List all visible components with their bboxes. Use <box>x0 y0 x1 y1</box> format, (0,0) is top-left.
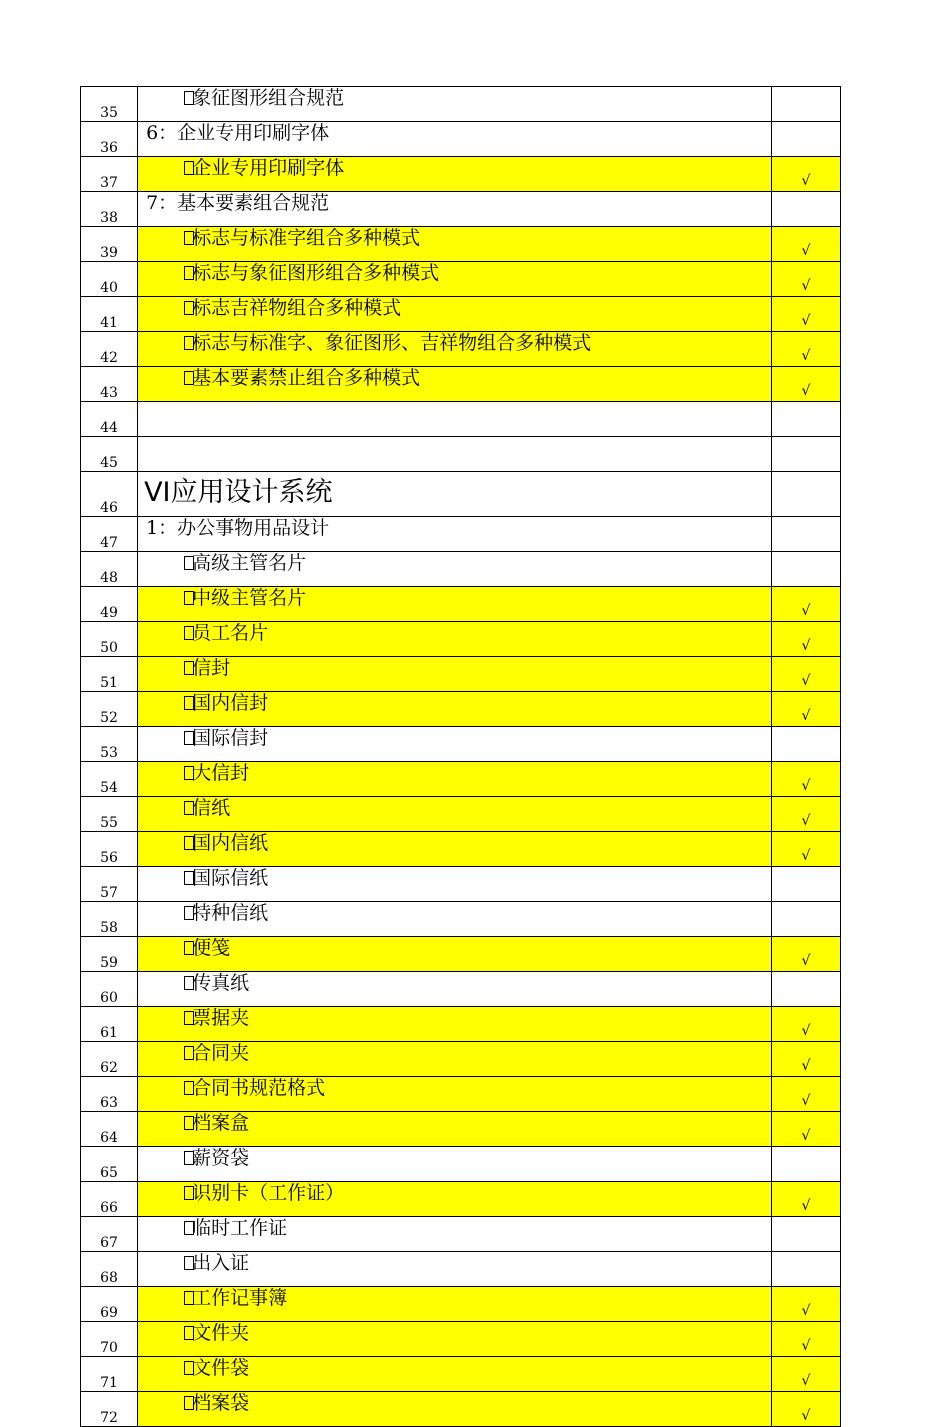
check-mark-icon: √ <box>801 813 811 829</box>
list-item <box>138 937 230 959</box>
item-label: 临时工作证 <box>192 1217 288 1239</box>
row-number: 69 <box>81 1287 138 1322</box>
table-row <box>81 937 841 972</box>
check-cell <box>771 437 840 472</box>
table-row <box>81 437 841 472</box>
check-cell <box>771 517 840 552</box>
table-row <box>81 1147 841 1182</box>
row-number: 71 <box>81 1357 138 1392</box>
item-cell <box>138 297 772 332</box>
item-cell <box>138 937 772 972</box>
table-row <box>81 227 841 262</box>
row-number: 40 <box>81 262 138 297</box>
item-cell <box>138 192 772 227</box>
item-cell <box>138 262 772 297</box>
table-row <box>81 122 841 157</box>
row-number: 68 <box>81 1252 138 1287</box>
item-cell <box>138 1392 772 1427</box>
check-cell <box>771 1007 840 1042</box>
item-cell <box>138 552 772 587</box>
check-mark-icon: √ <box>801 638 811 654</box>
item-cell <box>138 972 772 1007</box>
item-label: 文件夹 <box>192 1322 250 1344</box>
list-item <box>138 657 230 679</box>
item-cell <box>138 797 772 832</box>
table-row <box>81 622 841 657</box>
table-row <box>81 762 841 797</box>
item-label: 档案盒 <box>192 1112 250 1134</box>
list-item <box>138 332 591 354</box>
check-cell <box>771 727 840 762</box>
row-number: 49 <box>81 587 138 622</box>
item-label: 合同书规范格式 <box>192 1077 326 1099</box>
item-label: 企业专用印刷字体 <box>192 157 345 179</box>
table-row <box>81 797 841 832</box>
check-mark-icon: √ <box>801 348 811 364</box>
check-cell <box>771 937 840 972</box>
row-number: 44 <box>81 402 138 437</box>
item-cell <box>138 1147 772 1182</box>
item-label: 标志与象征图形组合多种模式 <box>192 262 440 284</box>
row-number: 45 <box>81 437 138 472</box>
row-number: 47 <box>81 517 138 552</box>
check-mark-icon: √ <box>801 243 811 259</box>
list-item <box>138 832 268 854</box>
check-cell <box>771 1287 840 1322</box>
check-cell <box>771 262 840 297</box>
item-label: 标志与标准字、象征图形、吉祥物组合多种模式 <box>192 332 592 354</box>
item-label: 文件袋 <box>192 1357 250 1379</box>
table-row <box>81 262 841 297</box>
list-item <box>138 762 249 784</box>
check-cell <box>771 762 840 797</box>
item-cell <box>138 762 772 797</box>
table-row <box>81 657 841 692</box>
item-cell <box>138 727 772 762</box>
table-row <box>81 902 841 937</box>
item-cell <box>138 1112 772 1147</box>
check-cell <box>771 657 840 692</box>
item-cell <box>138 227 772 262</box>
row-number: 41 <box>81 297 138 332</box>
list-item <box>138 297 401 319</box>
row-number: 43 <box>81 367 138 402</box>
check-mark-icon: √ <box>801 173 811 189</box>
check-mark-icon: √ <box>801 603 811 619</box>
item-label: 合同夹 <box>192 1042 250 1064</box>
table-row <box>81 297 841 332</box>
table-row <box>81 1252 841 1287</box>
item-cell <box>138 402 772 437</box>
item-label: 高级主管名片 <box>192 552 307 574</box>
check-cell <box>771 1357 840 1392</box>
check-cell <box>771 587 840 622</box>
row-number: 52 <box>81 692 138 727</box>
item-cell <box>138 1007 772 1042</box>
check-cell <box>771 1392 840 1427</box>
list-item <box>138 1042 249 1064</box>
row-number: 61 <box>81 1007 138 1042</box>
item-label: 出入证 <box>192 1252 250 1274</box>
table-row <box>81 1182 841 1217</box>
item-label: 工作记事簿 <box>192 1287 288 1309</box>
check-cell <box>771 1322 840 1357</box>
list-item <box>138 1322 249 1344</box>
check-cell <box>771 332 840 367</box>
check-mark-icon: √ <box>801 1303 811 1319</box>
check-cell <box>771 832 840 867</box>
list-item <box>138 552 306 574</box>
check-cell <box>771 552 840 587</box>
list-item <box>138 1357 249 1379</box>
list-item <box>138 727 268 749</box>
item-cell <box>138 1357 772 1392</box>
item-cell <box>138 1042 772 1077</box>
check-mark-icon: √ <box>801 1198 811 1214</box>
item-cell <box>138 867 772 902</box>
item-cell <box>138 517 772 552</box>
item-cell <box>138 1077 772 1112</box>
row-number: 38 <box>81 192 138 227</box>
check-cell <box>771 972 840 1007</box>
row-number: 54 <box>81 762 138 797</box>
check-mark-icon: √ <box>801 1408 811 1424</box>
list-item <box>138 367 420 389</box>
item-cell <box>138 157 772 192</box>
item-cell <box>138 367 772 402</box>
row-number: 53 <box>81 727 138 762</box>
table-row <box>81 367 841 402</box>
item-label: 便笺 <box>192 937 231 959</box>
table-row <box>81 1077 841 1112</box>
item-cell <box>138 902 772 937</box>
table-row <box>81 587 841 622</box>
table-row <box>81 192 841 227</box>
item-cell <box>138 472 772 517</box>
list-item <box>138 692 268 714</box>
item-label: 员工名片 <box>192 622 269 644</box>
section-heading: 6：企业专用印刷字体 <box>146 122 330 144</box>
item-cell <box>138 1252 772 1287</box>
list-item <box>138 1112 249 1134</box>
check-cell <box>771 797 840 832</box>
item-cell <box>138 622 772 657</box>
list-item <box>138 622 268 644</box>
item-label: 国内信封 <box>192 692 269 714</box>
table-row <box>81 832 841 867</box>
row-number: 39 <box>81 227 138 262</box>
table-row <box>81 157 841 192</box>
check-mark-icon: √ <box>801 1338 811 1354</box>
check-mark-icon: √ <box>801 1373 811 1389</box>
item-label: 识别卡（工作证） <box>192 1182 345 1204</box>
item-cell <box>138 692 772 727</box>
check-mark-icon: √ <box>801 313 811 329</box>
check-cell <box>771 867 840 902</box>
table-row <box>81 727 841 762</box>
item-label: 薪资袋 <box>192 1147 250 1169</box>
table-row <box>81 1007 841 1042</box>
checklist-table <box>80 86 841 1427</box>
check-cell <box>771 1077 840 1112</box>
checklist-body <box>81 87 841 1427</box>
list-item <box>138 87 344 109</box>
row-number: 36 <box>81 122 138 157</box>
row-number: 59 <box>81 937 138 972</box>
row-number: 57 <box>81 867 138 902</box>
list-item <box>138 1077 325 1099</box>
check-mark-icon: √ <box>801 953 811 969</box>
row-number: 37 <box>81 157 138 192</box>
check-cell <box>771 122 840 157</box>
check-cell <box>771 1147 840 1182</box>
item-label: 传真纸 <box>192 972 250 994</box>
table-row <box>81 867 841 902</box>
table-row <box>81 1357 841 1392</box>
check-cell <box>771 1252 840 1287</box>
check-cell <box>771 87 840 122</box>
row-number: 60 <box>81 972 138 1007</box>
row-number: 55 <box>81 797 138 832</box>
table-row <box>81 87 841 122</box>
item-label: 中级主管名片 <box>192 587 307 609</box>
item-label: 象征图形组合规范 <box>192 87 345 109</box>
list-item <box>138 227 420 249</box>
row-number: 48 <box>81 552 138 587</box>
item-label: 档案袋 <box>192 1392 250 1414</box>
row-number: 65 <box>81 1147 138 1182</box>
item-cell <box>138 1182 772 1217</box>
list-item <box>138 1392 249 1414</box>
list-item <box>138 587 306 609</box>
section-heading: 1：办公事物用品设计 <box>146 517 330 539</box>
item-label: 特种信纸 <box>192 902 269 924</box>
list-item <box>138 1217 287 1239</box>
table-row <box>81 402 841 437</box>
item-label: 国际信封 <box>192 727 269 749</box>
item-cell <box>138 587 772 622</box>
row-number: 70 <box>81 1322 138 1357</box>
list-item <box>138 1007 249 1029</box>
check-mark-icon: √ <box>801 383 811 399</box>
check-cell <box>771 157 840 192</box>
check-cell <box>771 227 840 262</box>
table-row <box>81 1112 841 1147</box>
list-item <box>138 972 249 994</box>
row-number: 56 <box>81 832 138 867</box>
check-cell <box>771 1182 840 1217</box>
check-cell <box>771 297 840 332</box>
row-number: 58 <box>81 902 138 937</box>
table-row <box>81 1217 841 1252</box>
row-number: 64 <box>81 1112 138 1147</box>
check-cell <box>771 622 840 657</box>
row-number: 63 <box>81 1077 138 1112</box>
check-cell <box>771 1042 840 1077</box>
check-cell <box>771 402 840 437</box>
item-label: 票据夹 <box>192 1007 250 1029</box>
check-mark-icon: √ <box>801 1128 811 1144</box>
list-item <box>138 1252 249 1274</box>
table-row <box>81 472 841 517</box>
item-label: 大信封 <box>192 762 250 784</box>
row-number: 67 <box>81 1217 138 1252</box>
table-row <box>81 1322 841 1357</box>
row-number: 46 <box>81 472 138 517</box>
check-cell <box>771 192 840 227</box>
row-number: 42 <box>81 332 138 367</box>
item-cell <box>138 122 772 157</box>
item-label: 基本要素禁止组合多种模式 <box>192 367 421 389</box>
list-item <box>138 1287 287 1309</box>
table-row <box>81 552 841 587</box>
item-label: 信纸 <box>192 797 231 819</box>
item-cell <box>138 87 772 122</box>
check-cell <box>771 472 840 517</box>
item-cell <box>138 657 772 692</box>
row-number: 72 <box>81 1392 138 1427</box>
table-row <box>81 692 841 727</box>
check-mark-icon: √ <box>801 1023 811 1039</box>
item-cell <box>138 437 772 472</box>
item-label: 国内信纸 <box>192 832 269 854</box>
item-label: 标志吉祥物组合多种模式 <box>192 297 402 319</box>
table-row <box>81 1392 841 1427</box>
item-label: 标志与标准字组合多种模式 <box>192 227 421 249</box>
section-heading: 7：基本要素组合规范 <box>146 192 330 214</box>
row-number: 50 <box>81 622 138 657</box>
row-number: 35 <box>81 87 138 122</box>
item-cell <box>138 832 772 867</box>
list-item <box>138 262 439 284</box>
row-number: 62 <box>81 1042 138 1077</box>
check-cell <box>771 1217 840 1252</box>
item-cell <box>138 332 772 367</box>
item-cell <box>138 1217 772 1252</box>
row-number: 51 <box>81 657 138 692</box>
item-cell <box>138 1287 772 1322</box>
check-cell <box>771 1112 840 1147</box>
check-cell <box>771 692 840 727</box>
check-mark-icon: √ <box>801 1093 811 1109</box>
list-item <box>138 797 230 819</box>
row-number: 66 <box>81 1182 138 1217</box>
list-item <box>138 867 268 889</box>
check-mark-icon: √ <box>801 778 811 794</box>
item-label: 国际信纸 <box>192 867 269 889</box>
item-cell <box>138 1322 772 1357</box>
check-cell <box>771 902 840 937</box>
table-row <box>81 1042 841 1077</box>
list-item <box>138 902 268 924</box>
check-mark-icon: √ <box>801 278 811 294</box>
check-cell <box>771 367 840 402</box>
check-mark-icon: √ <box>801 1058 811 1074</box>
check-mark-icon: √ <box>801 708 811 724</box>
section-title: VI应用设计系统 <box>144 477 333 508</box>
check-mark-icon: √ <box>801 848 811 864</box>
table-row <box>81 972 841 1007</box>
list-item <box>138 1182 344 1204</box>
check-mark-icon: √ <box>801 673 811 689</box>
list-item <box>138 1147 249 1169</box>
item-label: 信封 <box>192 657 231 679</box>
table-row <box>81 517 841 552</box>
list-item <box>138 157 344 179</box>
table-row <box>81 332 841 367</box>
table-row <box>81 1287 841 1322</box>
